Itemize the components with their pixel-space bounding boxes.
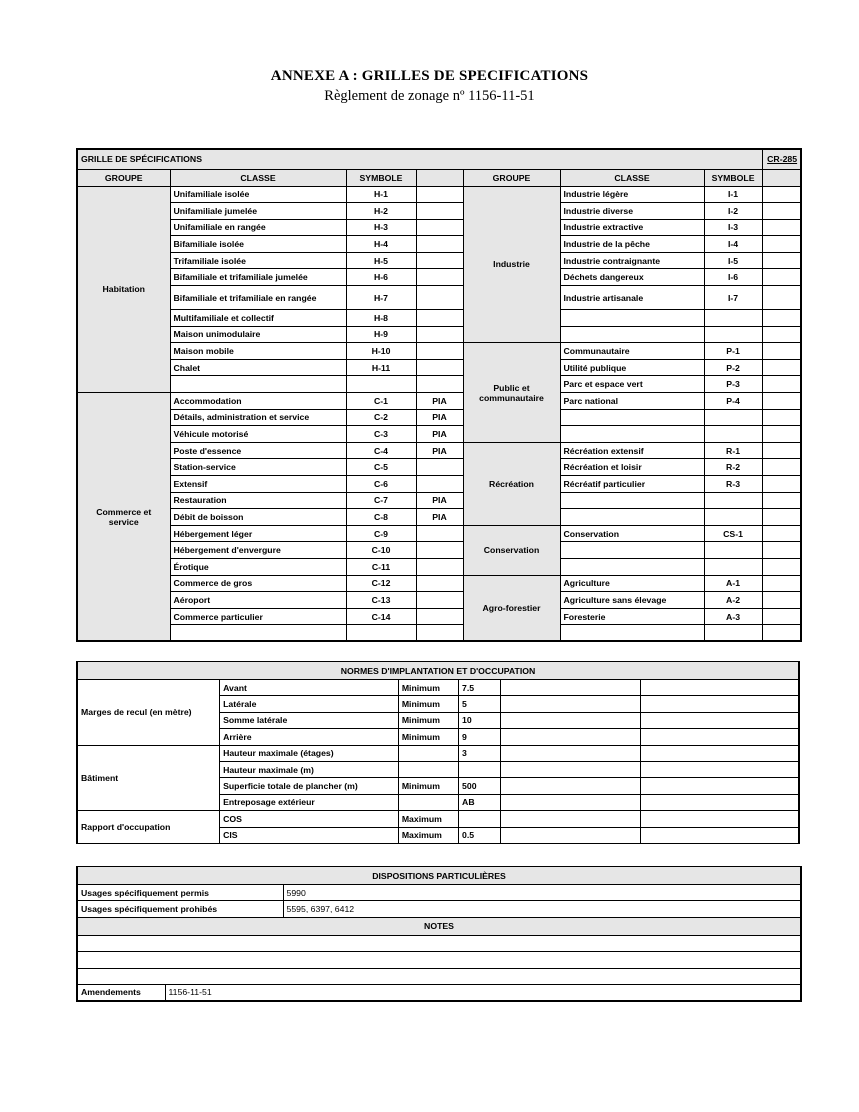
note-cell — [416, 575, 463, 592]
symbole-cell: H-4 — [346, 236, 416, 253]
norme-label: Arrière — [220, 729, 399, 745]
note-cell — [416, 269, 463, 286]
symbole-cell: C-14 — [346, 608, 416, 625]
classe-cell: Industrie artisanale — [560, 286, 704, 310]
header-classe-right: CLASSE — [560, 169, 704, 186]
note-cell — [762, 476, 801, 493]
note-cell — [762, 252, 801, 269]
note-cell — [416, 525, 463, 542]
classe-cell: Bifamiliale et trifamiliale jumelée — [170, 269, 346, 286]
note-cell — [416, 286, 463, 310]
symbole-cell: C-4 — [346, 442, 416, 459]
norme-label: Latérale — [220, 696, 399, 712]
symbole-cell: R-2 — [704, 459, 762, 476]
symbole-cell: C-7 — [346, 492, 416, 509]
header-blank — [416, 169, 463, 186]
note-cell — [416, 343, 463, 360]
page-subtitle: Règlement de zonage nº 1156-11-51 — [324, 88, 535, 104]
note-cell — [762, 558, 801, 575]
symbole-cell: I-3 — [704, 219, 762, 236]
norme-extra — [501, 680, 641, 696]
classe-cell: Unifamiliale jumelée — [170, 203, 346, 220]
note-cell — [762, 310, 801, 327]
note-cell — [762, 509, 801, 526]
classe-cell: Industrie légère — [560, 186, 704, 203]
classe-cell: Maison mobile — [170, 343, 346, 360]
usages-permis-label: Usages spécifiquement permis — [77, 885, 283, 901]
norme-extra — [640, 794, 799, 810]
notes-line — [77, 935, 801, 951]
symbole-cell: C-8 — [346, 509, 416, 526]
symbole-cell: C-12 — [346, 575, 416, 592]
classe-cell — [560, 542, 704, 559]
group-habitation: Habitation — [77, 186, 170, 393]
classe-cell: Chalet — [170, 359, 346, 376]
norme-value: 5 — [459, 696, 501, 712]
classe-cell — [170, 625, 346, 642]
group-agro-forestier: Agro-forestier — [463, 575, 560, 641]
symbole-cell: H-2 — [346, 203, 416, 220]
classe-cell: Extensif — [170, 476, 346, 493]
note-cell: PIA — [416, 426, 463, 443]
norme-value — [459, 811, 501, 827]
classe-cell — [170, 376, 346, 393]
classe-cell — [560, 509, 704, 526]
symbole-cell: H-5 — [346, 252, 416, 269]
notes-line — [77, 952, 801, 968]
symbole-cell: I-7 — [704, 286, 762, 310]
norme-value: 3 — [459, 745, 501, 761]
note-cell — [416, 376, 463, 393]
classe-cell: Commerce particulier — [170, 608, 346, 625]
header-groupe: GROUPE — [77, 169, 170, 186]
classe-cell: Détails, administration et service — [170, 409, 346, 426]
note-cell — [762, 442, 801, 459]
norme-value: 0.5 — [459, 827, 501, 843]
norme-type: Minimum — [398, 778, 458, 794]
norme-extra — [501, 745, 641, 761]
classe-cell: Multifamiliale et collectif — [170, 310, 346, 327]
group-public: Public et communautaire — [463, 343, 560, 443]
grid-title: GRILLE DE SPÉCIFICATIONS — [77, 149, 762, 169]
note-cell — [416, 310, 463, 327]
note-cell — [762, 542, 801, 559]
symbole-cell: H-3 — [346, 219, 416, 236]
norme-type — [398, 794, 458, 810]
group-batiment: Bâtiment — [77, 745, 220, 811]
amendements-label: Amendements — [77, 984, 165, 1000]
normes-table — [76, 661, 800, 844]
norme-extra — [501, 712, 641, 728]
norme-label: COS — [220, 811, 399, 827]
norme-type: Minimum — [398, 680, 458, 696]
classe-cell: Poste d'essence — [170, 442, 346, 459]
symbole-cell: C-10 — [346, 542, 416, 559]
note-cell — [416, 542, 463, 559]
norme-type: Minimum — [398, 712, 458, 728]
classe-cell — [560, 492, 704, 509]
group-commerce: Commerce et service — [77, 393, 170, 642]
symbole-cell: P-2 — [704, 359, 762, 376]
symbole-cell: H-1 — [346, 186, 416, 203]
classe-cell: Industrie de la pêche — [560, 236, 704, 253]
norme-extra — [640, 827, 799, 843]
usages-permis-value: 5990 — [283, 885, 801, 901]
symbole-cell: C-13 — [346, 592, 416, 609]
symbole-cell: R-3 — [704, 476, 762, 493]
classe-cell: Communautaire — [560, 343, 704, 360]
classe-cell: Commerce de gros — [170, 575, 346, 592]
norme-extra — [640, 680, 799, 696]
note-cell — [762, 236, 801, 253]
symbole-cell: I-4 — [704, 236, 762, 253]
norme-value: 10 — [459, 712, 501, 728]
classe-cell: Foresterie — [560, 608, 704, 625]
classe-cell: Parc national — [560, 393, 704, 410]
classe-cell: Trifamiliale isolée — [170, 252, 346, 269]
classe-cell: Station-service — [170, 459, 346, 476]
classe-cell: Bifamiliale et trifamiliale en rangée — [170, 286, 346, 310]
group-conservation: Conservation — [463, 525, 560, 575]
note-cell — [416, 236, 463, 253]
classe-cell — [560, 558, 704, 575]
symbole-cell: H-8 — [346, 310, 416, 327]
norme-value: 9 — [459, 729, 501, 745]
norme-extra — [640, 811, 799, 827]
group-rapport: Rapport d'occupation — [77, 811, 220, 844]
amendements-value: 1156-11-51 — [165, 984, 801, 1000]
note-cell — [762, 393, 801, 410]
classe-cell: Agriculture sans élevage — [560, 592, 704, 609]
norme-extra — [501, 761, 641, 777]
symbole-cell — [704, 625, 762, 642]
note-cell — [416, 558, 463, 575]
norme-extra — [640, 729, 799, 745]
note-cell — [762, 343, 801, 360]
note-cell — [762, 203, 801, 220]
note-cell: PIA — [416, 409, 463, 426]
symbole-cell — [704, 542, 762, 559]
note-cell — [762, 426, 801, 443]
classe-cell: Restauration — [170, 492, 346, 509]
note-cell — [416, 186, 463, 203]
note-cell — [762, 359, 801, 376]
norme-extra — [640, 778, 799, 794]
specifications-grid — [76, 148, 802, 642]
classe-cell: Hébergement léger — [170, 525, 346, 542]
classe-cell: Érotique — [170, 558, 346, 575]
norme-type — [398, 761, 458, 777]
usages-prohibes-value: 5595, 6397, 6412 — [283, 901, 801, 917]
classe-cell: Véhicule motorisé — [170, 426, 346, 443]
symbole-cell: A-1 — [704, 575, 762, 592]
symbole-cell: C-1 — [346, 393, 416, 410]
group-recreation: Récréation — [463, 442, 560, 525]
symbole-cell: C-6 — [346, 476, 416, 493]
classe-cell: Bifamiliale isolée — [170, 236, 346, 253]
symbole-cell: C-2 — [346, 409, 416, 426]
note-cell — [416, 625, 463, 642]
symbole-cell — [704, 492, 762, 509]
classe-cell: Industrie extractive — [560, 219, 704, 236]
note-cell — [762, 608, 801, 625]
symbole-cell — [704, 558, 762, 575]
symbole-cell — [704, 310, 762, 327]
norme-label: Entreposage extérieur — [220, 794, 399, 810]
symbole-cell: A-3 — [704, 608, 762, 625]
note-cell — [416, 219, 463, 236]
symbole-cell — [704, 326, 762, 343]
note-cell — [762, 575, 801, 592]
norme-value: AB — [459, 794, 501, 810]
classe-cell: Déchets dangereux — [560, 269, 704, 286]
note-cell — [762, 269, 801, 286]
note-cell: PIA — [416, 393, 463, 410]
note-cell — [762, 376, 801, 393]
dispositions-table — [76, 866, 802, 1002]
note-cell — [416, 326, 463, 343]
classe-cell: Hébergement d'envergure — [170, 542, 346, 559]
symbole-cell — [704, 426, 762, 443]
norme-type: Maximum — [398, 827, 458, 843]
symbole-cell: H-9 — [346, 326, 416, 343]
header-symbole: SYMBOLE — [346, 169, 416, 186]
norme-type: Maximum — [398, 811, 458, 827]
norme-extra — [501, 794, 641, 810]
classe-cell: Récréation et loisir — [560, 459, 704, 476]
classe-cell: Récréatif particulier — [560, 476, 704, 493]
note-cell — [762, 286, 801, 310]
note-cell — [762, 459, 801, 476]
note-cell — [762, 625, 801, 642]
classe-cell — [560, 625, 704, 642]
symbole-cell — [346, 376, 416, 393]
symbole-cell: P-1 — [704, 343, 762, 360]
note-cell: PIA — [416, 492, 463, 509]
dispositions-title: DISPOSITIONS PARTICULIÈRES — [77, 867, 801, 885]
classe-cell — [560, 409, 704, 426]
norme-value: 500 — [459, 778, 501, 794]
symbole-cell: C-9 — [346, 525, 416, 542]
symbole-cell: P-4 — [704, 393, 762, 410]
symbole-cell: A-2 — [704, 592, 762, 609]
note-cell — [416, 203, 463, 220]
note-cell — [762, 219, 801, 236]
group-industrie: Industrie — [463, 186, 560, 343]
header-symbole-right: SYMBOLE — [704, 169, 762, 186]
norme-type: Minimum — [398, 729, 458, 745]
norme-value: 7.5 — [459, 680, 501, 696]
header-groupe-right: GROUPE — [463, 169, 560, 186]
norme-extra — [640, 696, 799, 712]
symbole-cell: CS-1 — [704, 525, 762, 542]
notes-line — [77, 968, 801, 984]
note-cell — [762, 492, 801, 509]
note-cell — [416, 608, 463, 625]
notes-title: NOTES — [77, 917, 801, 935]
classe-cell — [560, 426, 704, 443]
symbole-cell: H-11 — [346, 359, 416, 376]
norme-label: Hauteur maximale (étages) — [220, 745, 399, 761]
note-cell: PIA — [416, 509, 463, 526]
norme-extra — [640, 761, 799, 777]
norme-extra — [501, 778, 641, 794]
norme-extra — [640, 745, 799, 761]
classe-cell: Utilité publique — [560, 359, 704, 376]
note-cell — [762, 326, 801, 343]
usages-prohibes-label: Usages spécifiquement prohibés — [77, 901, 283, 917]
group-marges: Marges de recul (en mètre) — [77, 680, 220, 746]
classe-cell: Accommodation — [170, 393, 346, 410]
note-cell — [416, 459, 463, 476]
symbole-cell: I-5 — [704, 252, 762, 269]
classe-cell: Agriculture — [560, 575, 704, 592]
classe-cell: Aéroport — [170, 592, 346, 609]
classe-cell: Unifamiliale isolée — [170, 186, 346, 203]
normes-title: NORMES D'IMPLANTATION ET D'OCCUPATION — [77, 662, 799, 680]
symbole-cell: C-3 — [346, 426, 416, 443]
norme-label: CIS — [220, 827, 399, 843]
zone-code: CR-285 — [762, 149, 801, 169]
symbole-cell — [704, 509, 762, 526]
norme-label: Avant — [220, 680, 399, 696]
symbole-cell: H-7 — [346, 286, 416, 310]
note-cell: PIA — [416, 442, 463, 459]
classe-cell: Unifamiliale en rangée — [170, 219, 346, 236]
norme-type — [398, 745, 458, 761]
note-cell — [762, 409, 801, 426]
note-cell — [762, 592, 801, 609]
norme-extra — [501, 696, 641, 712]
symbole-cell: C-11 — [346, 558, 416, 575]
norme-extra — [501, 811, 641, 827]
note-cell — [416, 252, 463, 269]
classe-cell — [560, 310, 704, 327]
norme-type: Minimum — [398, 696, 458, 712]
page-title: ANNEXE A : GRILLES DE SPECIFICATIONS — [270, 68, 589, 84]
norme-value — [459, 761, 501, 777]
classe-cell: Parc et espace vert — [560, 376, 704, 393]
norme-extra — [501, 827, 641, 843]
note-cell — [416, 476, 463, 493]
symbole-cell: H-10 — [346, 343, 416, 360]
symbole-cell — [346, 625, 416, 642]
norme-label: Hauteur maximale (m) — [220, 761, 399, 777]
symbole-cell: I-1 — [704, 186, 762, 203]
symbole-cell: I-2 — [704, 203, 762, 220]
norme-label: Somme latérale — [220, 712, 399, 728]
header-blank-right — [762, 169, 801, 186]
classe-cell: Industrie contraignante — [560, 252, 704, 269]
classe-cell: Conservation — [560, 525, 704, 542]
symbole-cell: H-6 — [346, 269, 416, 286]
norme-extra — [640, 712, 799, 728]
norme-extra — [501, 729, 641, 745]
symbole-cell: I-6 — [704, 269, 762, 286]
symbole-cell: C-5 — [346, 459, 416, 476]
classe-cell: Débit de boisson — [170, 509, 346, 526]
classe-cell: Industrie diverse — [560, 203, 704, 220]
note-cell — [416, 359, 463, 376]
symbole-cell: P-3 — [704, 376, 762, 393]
classe-cell: Maison unimodulaire — [170, 326, 346, 343]
note-cell — [416, 592, 463, 609]
classe-cell — [560, 326, 704, 343]
note-cell — [762, 525, 801, 542]
norme-label: Superficie totale de plancher (m) — [220, 778, 399, 794]
header-classe: CLASSE — [170, 169, 346, 186]
note-cell — [762, 186, 801, 203]
symbole-cell: R-1 — [704, 442, 762, 459]
symbole-cell — [704, 409, 762, 426]
classe-cell: Récréation extensif — [560, 442, 704, 459]
